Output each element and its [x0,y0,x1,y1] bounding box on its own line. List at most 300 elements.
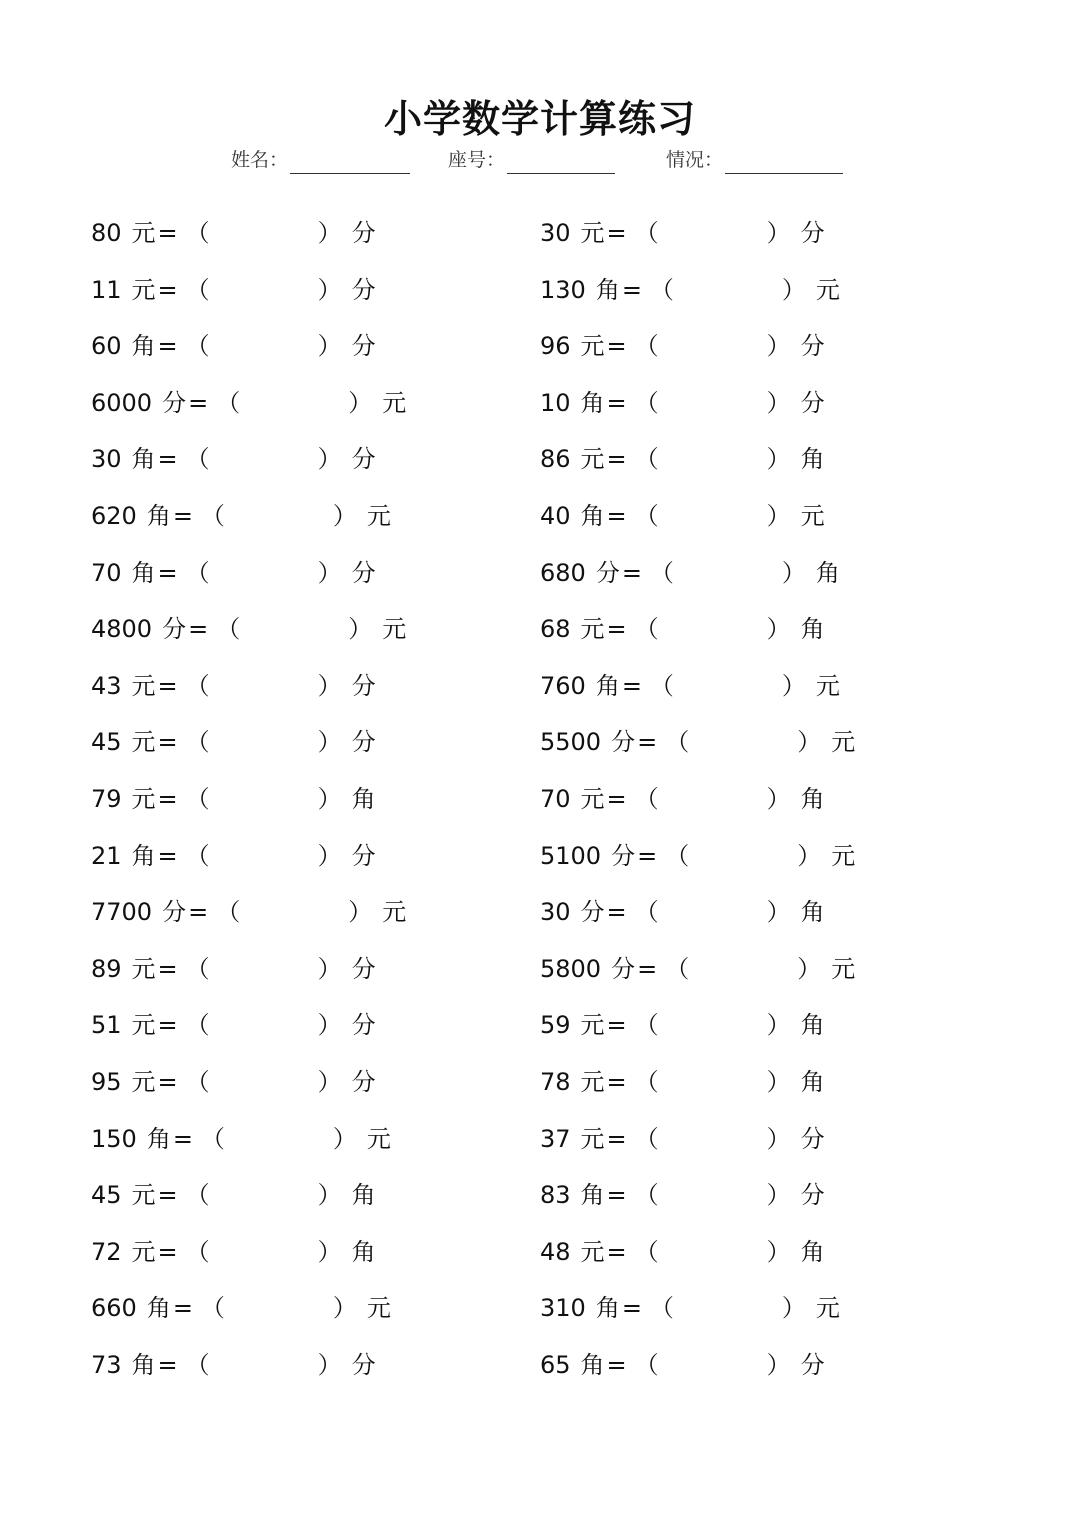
conversion-problem-right-21 [540,1348,825,1382]
conversion-problem-right-20 [540,1291,840,1325]
open-paren: （ [216,898,241,926]
close-paren: ） [766,502,791,530]
problem-to-unit: 分 [800,1125,825,1153]
problem-from-unit: 元 [131,276,156,304]
close-paren: ） [317,1238,342,1266]
answer-input[interactable] [210,444,318,476]
problem-from-unit: 角 [146,1294,171,1322]
equals-sign: = [606,1011,627,1039]
open-paren: （ [185,559,210,587]
close-paren: ） [317,785,342,813]
problem-value: 21 [91,842,122,870]
problem-from-unit: 元 [131,728,156,756]
equals-sign: = [606,785,627,813]
close-paren: ） [317,672,342,700]
problem-value: 10 [540,389,571,417]
close-paren: ） [766,1181,791,1209]
conversion-problem-left-18 [91,1178,376,1212]
open-paren: （ [185,332,210,360]
answer-input[interactable] [674,671,782,703]
answer-input[interactable] [659,1124,767,1156]
open-paren: （ [649,1294,674,1322]
open-paren: （ [665,728,690,756]
problem-from-unit: 分 [162,615,187,643]
problem-from-unit: 元 [580,219,605,247]
equals-sign: = [606,389,627,417]
conversion-problem-right-13 [540,895,825,929]
problem-value: 43 [91,672,122,700]
seat-number-field[interactable] [448,148,615,174]
conversion-problem-left-3 [91,329,376,363]
problem-to-unit: 元 [366,502,391,530]
equals-sign: = [157,842,178,870]
problem-to-unit: 分 [351,219,376,247]
problem-value: 11 [91,276,122,304]
conversion-problem-right-17 [540,1122,825,1156]
problem-to-unit: 分 [351,1351,376,1379]
conversion-problem-left-1 [91,216,376,250]
equals-sign: = [606,502,627,530]
problem-from-unit: 角 [595,1294,620,1322]
problem-value: 48 [540,1238,571,1266]
open-paren: （ [665,842,690,870]
problem-value: 70 [540,785,571,813]
answer-input[interactable] [210,1067,318,1099]
open-paren: （ [634,898,659,926]
open-paren: （ [634,445,659,473]
answer-input[interactable] [240,388,348,420]
open-paren: （ [216,615,241,643]
problem-value: 37 [540,1125,571,1153]
problem-value: 5800 [540,955,602,983]
open-paren: （ [185,445,210,473]
equals-sign: = [188,898,209,926]
problem-value: 30 [540,219,571,247]
equals-sign: = [157,219,178,247]
close-paren: ） [317,332,342,360]
open-paren: （ [634,1125,659,1153]
equals-sign: = [637,955,658,983]
problem-value: 310 [540,1294,586,1322]
equals-sign: = [172,1125,193,1153]
equals-sign: = [157,559,178,587]
problem-value: 7700 [91,898,153,926]
problem-value: 5500 [540,728,602,756]
problem-value: 86 [540,445,571,473]
answer-input[interactable] [689,727,797,759]
close-paren: ） [317,728,342,756]
problem-from-unit: 元 [131,955,156,983]
open-paren: （ [634,615,659,643]
open-paren: （ [185,219,210,247]
answer-input[interactable] [210,558,318,590]
conversion-problem-right-7 [540,556,840,590]
name-input-line[interactable] [290,151,410,174]
worksheet-title: 小学数学计算练习 [383,96,696,141]
conversion-problem-left-8 [91,612,406,646]
problem-to-unit: 分 [351,276,376,304]
open-paren: （ [185,842,210,870]
answer-input[interactable] [659,614,767,646]
open-paren: （ [185,955,210,983]
equals-sign: = [606,898,627,926]
problem-from-unit: 角 [580,502,605,530]
equals-sign: = [621,1294,642,1322]
conversion-problem-right-18 [540,1178,825,1212]
answer-input[interactable] [659,1350,767,1382]
name-field[interactable] [231,148,410,174]
conversion-problem-right-1 [540,216,825,250]
open-paren: （ [634,1068,659,1096]
problem-from-unit: 分 [162,389,187,417]
problem-to-unit: 分 [351,1068,376,1096]
conversion-problem-right-19 [540,1235,825,1269]
equals-sign: = [637,728,658,756]
problem-from-unit: 元 [580,332,605,360]
open-paren: （ [634,332,659,360]
answer-input[interactable] [689,841,797,873]
open-paren: （ [634,219,659,247]
open-paren: （ [200,1294,225,1322]
close-paren: ） [766,1238,791,1266]
equals-sign: = [157,276,178,304]
close-paren: ） [766,445,791,473]
problem-to-unit: 元 [831,955,856,983]
open-paren: （ [200,502,225,530]
conversion-problem-right-4 [540,386,825,420]
answer-input[interactable] [674,1293,782,1325]
open-paren: （ [185,1181,210,1209]
open-paren: （ [634,1238,659,1266]
problem-to-unit: 角 [800,445,825,473]
name-label: 姓名： [231,150,289,171]
problem-to-unit: 分 [351,332,376,360]
problem-to-unit: 分 [800,1181,825,1209]
problem-value: 45 [91,1181,122,1209]
answer-input[interactable] [659,1010,767,1042]
equals-sign: = [157,1351,178,1379]
answer-input[interactable] [240,614,348,646]
close-paren: ） [348,898,373,926]
problem-value: 96 [540,332,571,360]
problem-to-unit: 元 [382,898,407,926]
answer-input[interactable] [689,954,797,986]
close-paren: ） [766,1125,791,1153]
problem-from-unit: 分 [595,559,620,587]
answer-input[interactable] [659,501,767,533]
answer-input[interactable] [210,841,318,873]
problem-value: 68 [540,615,571,643]
open-paren: （ [185,672,210,700]
equals-sign: = [157,1011,178,1039]
conversion-problem-right-9 [540,669,840,703]
conversion-problem-left-9 [91,669,376,703]
close-paren: ） [317,219,342,247]
problem-value: 680 [540,559,586,587]
answer-input[interactable] [225,1124,333,1156]
problem-from-unit: 角 [595,672,620,700]
open-paren: （ [216,389,241,417]
conversion-problem-left-12 [91,839,376,873]
problem-value: 620 [91,502,137,530]
answer-input[interactable] [210,784,318,816]
problem-to-unit: 角 [800,785,825,813]
problem-to-unit: 角 [351,1181,376,1209]
problem-to-unit: 分 [800,1351,825,1379]
status-input-line[interactable] [725,151,843,174]
problem-value: 83 [540,1181,571,1209]
close-paren: ） [766,785,791,813]
conversion-problem-right-8 [540,612,825,646]
problem-value: 60 [91,332,122,360]
problem-to-unit: 角 [800,898,825,926]
open-paren: （ [200,1125,225,1153]
conversion-problem-left-11 [91,782,376,816]
conversion-problem-right-3 [540,329,825,363]
problem-from-unit: 元 [580,785,605,813]
seat-number-input-line[interactable] [507,151,615,174]
conversion-problem-left-16 [91,1065,376,1099]
close-paren: ） [766,898,791,926]
answer-input[interactable] [240,897,348,929]
problem-from-unit: 角 [131,842,156,870]
problem-from-unit: 元 [131,1011,156,1039]
answer-input[interactable] [659,1237,767,1269]
problem-value: 79 [91,785,122,813]
problem-value: 150 [91,1125,137,1153]
answer-input[interactable] [210,727,318,759]
problem-to-unit: 角 [800,615,825,643]
problem-to-unit: 元 [815,672,840,700]
conversion-problem-right-6 [540,499,825,533]
open-paren: （ [649,559,674,587]
problem-value: 59 [540,1011,571,1039]
problem-to-unit: 分 [351,728,376,756]
problem-value: 51 [91,1011,122,1039]
conversion-problem-left-4 [91,386,406,420]
close-paren: ） [317,1351,342,1379]
problem-to-unit: 角 [351,1238,376,1266]
close-paren: ） [781,559,806,587]
problem-value: 130 [540,276,586,304]
conversion-problem-left-15 [91,1008,376,1042]
problem-value: 70 [91,559,122,587]
answer-input[interactable] [210,1010,318,1042]
problem-from-unit: 角 [131,332,156,360]
problem-to-unit: 角 [800,1238,825,1266]
problem-value: 80 [91,219,122,247]
answer-input[interactable] [225,501,333,533]
close-paren: ） [781,1294,806,1322]
conversion-problem-right-12 [540,839,855,873]
open-paren: （ [185,1351,210,1379]
close-paren: ） [766,219,791,247]
equals-sign: = [606,219,627,247]
problem-from-unit: 角 [580,1351,605,1379]
open-paren: （ [634,1011,659,1039]
equals-sign: = [157,955,178,983]
problem-value: 5100 [540,842,602,870]
problem-to-unit: 角 [800,1068,825,1096]
close-paren: ） [348,389,373,417]
equals-sign: = [606,445,627,473]
problem-from-unit: 分 [611,842,636,870]
equals-sign: = [157,445,178,473]
conversion-problem-left-17 [91,1122,391,1156]
close-paren: ） [317,559,342,587]
close-paren: ） [317,276,342,304]
open-paren: （ [634,389,659,417]
problem-from-unit: 分 [611,955,636,983]
problem-value: 65 [540,1351,571,1379]
problem-value: 78 [540,1068,571,1096]
conversion-problem-right-10 [540,725,855,759]
answer-input[interactable] [210,331,318,363]
close-paren: ） [797,842,822,870]
problem-to-unit: 分 [351,955,376,983]
problem-from-unit: 角 [580,1181,605,1209]
problem-from-unit: 角 [595,276,620,304]
open-paren: （ [634,1351,659,1379]
close-paren: ） [766,1068,791,1096]
problem-to-unit: 分 [800,389,825,417]
problem-value: 45 [91,728,122,756]
problem-value: 660 [91,1294,137,1322]
answer-input[interactable] [674,558,782,590]
equals-sign: = [157,1238,178,1266]
conversion-problem-right-2 [540,273,840,307]
problem-from-unit: 元 [131,219,156,247]
problem-from-unit: 元 [131,785,156,813]
conversion-problem-left-14 [91,952,376,986]
problem-from-unit: 元 [580,1068,605,1096]
problem-value: 72 [91,1238,122,1266]
problem-from-unit: 角 [146,502,171,530]
answer-input[interactable] [210,671,318,703]
problem-from-unit: 元 [580,1011,605,1039]
close-paren: ） [332,1294,357,1322]
problem-to-unit: 分 [351,672,376,700]
answer-input[interactable] [210,1350,318,1382]
close-paren: ） [317,842,342,870]
open-paren: （ [185,785,210,813]
equals-sign: = [172,1294,193,1322]
answer-input[interactable] [659,784,767,816]
equals-sign: = [606,1068,627,1096]
answer-input[interactable] [659,897,767,929]
answer-input[interactable] [674,275,782,307]
close-paren: ） [766,1351,791,1379]
answer-input[interactable] [210,1237,318,1269]
problem-to-unit: 元 [815,276,840,304]
seat-number-label: 座号： [448,150,506,171]
problem-from-unit: 元 [131,1181,156,1209]
problem-to-unit: 分 [351,445,376,473]
close-paren: ） [317,955,342,983]
equals-sign: = [621,276,642,304]
close-paren: ） [317,1068,342,1096]
equals-sign: = [606,332,627,360]
answer-input[interactable] [659,331,767,363]
answer-input[interactable] [210,954,318,986]
equals-sign: = [157,1068,178,1096]
close-paren: ） [781,672,806,700]
open-paren: （ [185,1011,210,1039]
problem-value: 760 [540,672,586,700]
close-paren: ） [781,276,806,304]
problem-to-unit: 分 [351,1011,376,1039]
conversion-problem-left-20 [91,1291,391,1325]
conversion-problem-left-10 [91,725,376,759]
conversion-problem-left-21 [91,1348,376,1382]
open-paren: （ [185,276,210,304]
problem-value: 30 [540,898,571,926]
problem-to-unit: 角 [351,785,376,813]
open-paren: （ [649,276,674,304]
problem-value: 4800 [91,615,153,643]
answer-input[interactable] [210,218,318,250]
close-paren: ） [766,389,791,417]
problem-to-unit: 分 [351,559,376,587]
open-paren: （ [634,1181,659,1209]
equals-sign: = [188,389,209,417]
problem-from-unit: 分 [580,898,605,926]
equals-sign: = [606,1181,627,1209]
equals-sign: = [606,1125,627,1153]
answer-input[interactable] [659,1067,767,1099]
problem-from-unit: 角 [146,1125,171,1153]
problem-to-unit: 元 [366,1125,391,1153]
problem-to-unit: 元 [815,1294,840,1322]
conversion-problem-left-5 [91,442,376,476]
conversion-problem-right-15 [540,1008,825,1042]
answer-input[interactable] [210,275,318,307]
answer-input[interactable] [210,1180,318,1212]
equals-sign: = [172,502,193,530]
conversion-problem-right-11 [540,782,825,816]
status-field[interactable] [666,148,843,174]
problem-from-unit: 元 [580,445,605,473]
equals-sign: = [621,559,642,587]
problem-from-unit: 角 [580,389,605,417]
problem-from-unit: 元 [131,1068,156,1096]
answer-input[interactable] [659,444,767,476]
answer-input[interactable] [225,1293,333,1325]
answer-input[interactable] [659,1180,767,1212]
close-paren: ） [332,502,357,530]
equals-sign: = [188,615,209,643]
close-paren: ） [797,728,822,756]
answer-input[interactable] [659,218,767,250]
problem-from-unit: 分 [611,728,636,756]
close-paren: ） [332,1125,357,1153]
conversion-problem-left-6 [91,499,391,533]
problem-value: 89 [91,955,122,983]
problem-from-unit: 角 [131,445,156,473]
problem-value: 30 [91,445,122,473]
equals-sign: = [621,672,642,700]
problem-from-unit: 分 [162,898,187,926]
equals-sign: = [606,1238,627,1266]
close-paren: ） [766,332,791,360]
conversion-problem-left-7 [91,556,376,590]
close-paren: ） [766,1011,791,1039]
equals-sign: = [157,785,178,813]
conversion-problem-right-16 [540,1065,825,1099]
answer-input[interactable] [659,388,767,420]
problem-to-unit: 元 [831,728,856,756]
close-paren: ） [317,1181,342,1209]
